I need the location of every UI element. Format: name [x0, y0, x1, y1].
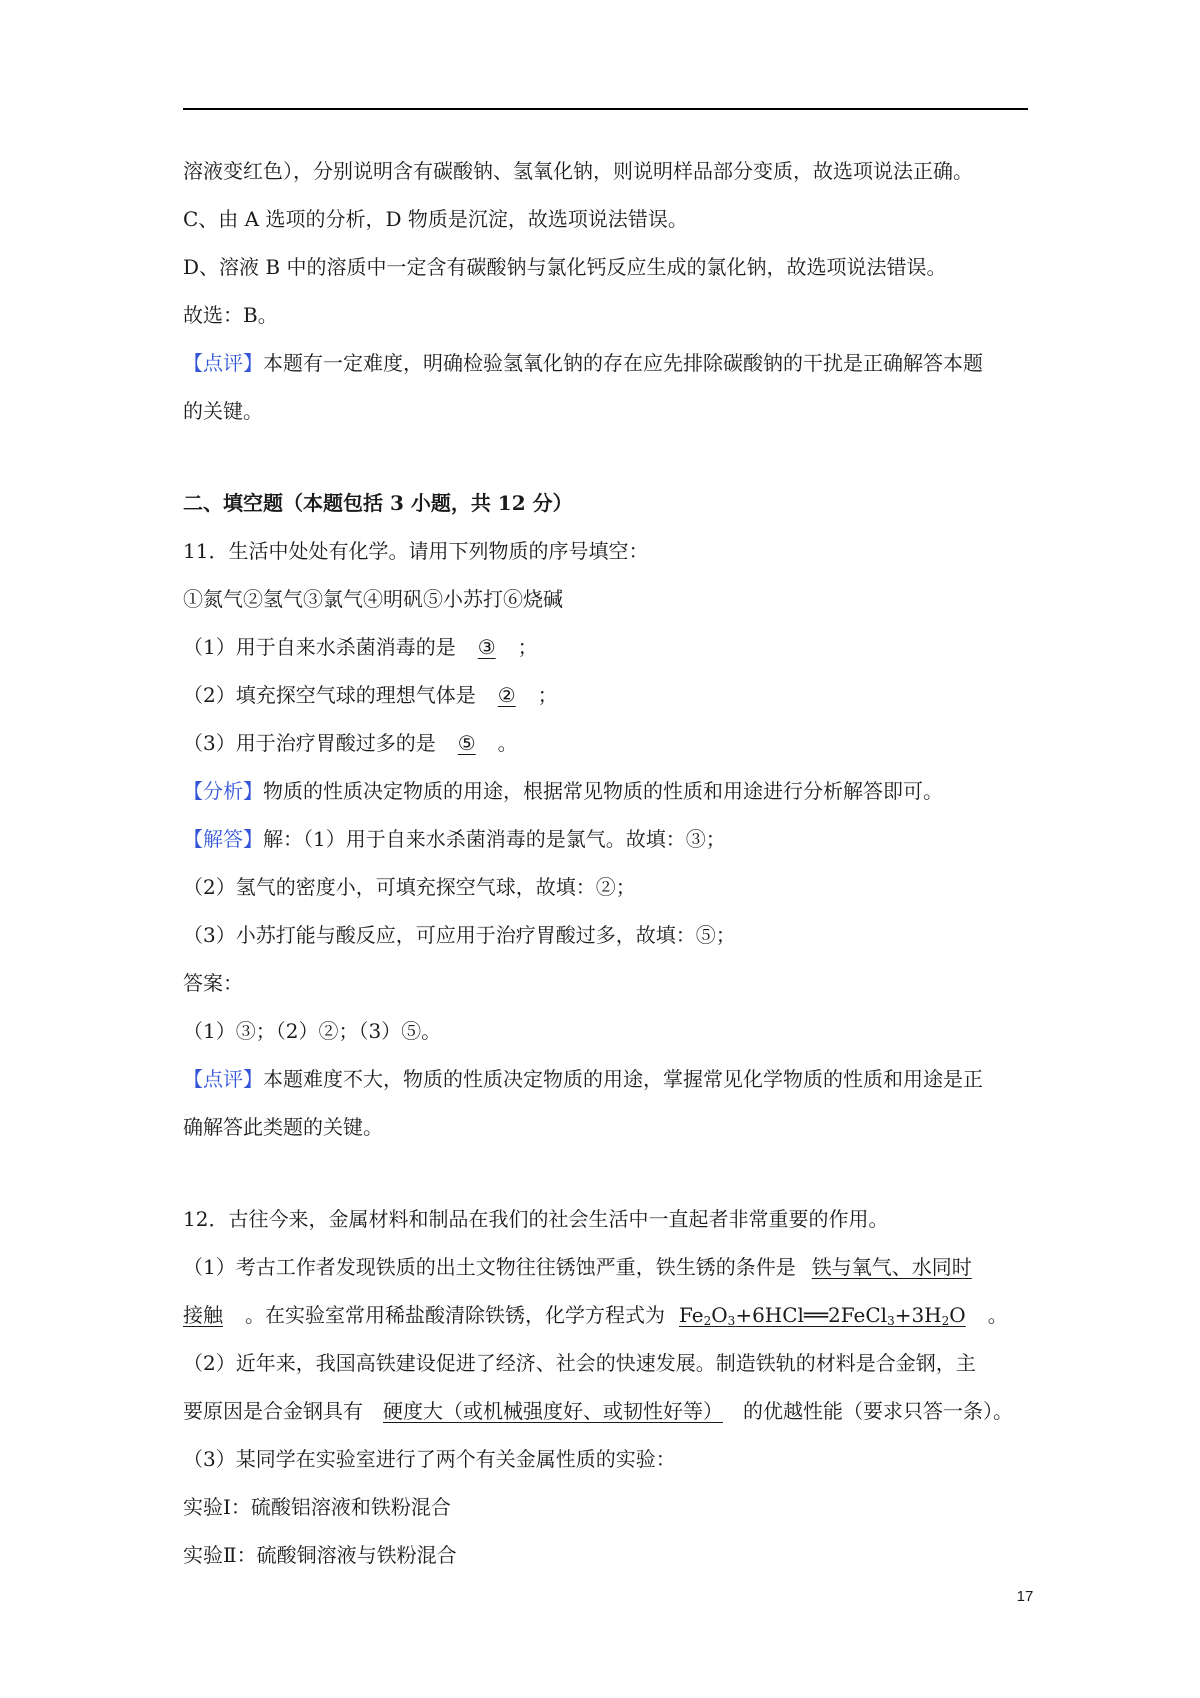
eq-fe: Fe	[679, 1303, 704, 1327]
page-number: 17	[1016, 1588, 1034, 1605]
q11-part-3	[183, 719, 1028, 767]
q12-part-1-cont	[183, 1291, 1028, 1339]
q11-stem: 11．生活中处处有化学。请用下列物质的序号填空：	[183, 539, 649, 563]
solution-tag: 【解答】	[183, 827, 263, 851]
q12-experiment-2: 实验Ⅱ：硫酸铜溶液与铁粉混合	[183, 1543, 457, 1567]
q11-options: ①氮气②氢气③氯气④明矾⑤小苏打⑥烧碱	[183, 587, 563, 611]
q12-part-2-cont	[183, 1387, 1028, 1435]
q12-experiment-1: 实验Ⅰ：硫酸铝溶液和铁粉混合	[183, 1495, 451, 1519]
q12-part-1	[183, 1243, 1028, 1291]
q11-answer-summary: （1）③；（2）②；（3）⑤。	[183, 1019, 442, 1043]
punctuation: 。	[987, 1303, 1008, 1327]
q11-part-2	[183, 671, 1028, 719]
eq-sub: 3	[887, 1314, 895, 1328]
q12-answer-1b	[183, 1303, 245, 1327]
q11-answer-1	[456, 635, 518, 659]
punctuation: ；	[537, 683, 558, 707]
eq-h: +3H	[894, 1303, 942, 1327]
q12-stem: 12．古往今来，金属材料和制品在我们的社会生活中一直起者非常重要的作用。	[183, 1207, 889, 1231]
q11-solution-2: （2）氢气的密度小，可填充探空气球，故填：②；	[183, 875, 636, 899]
q11-review-cont: 确解答此类题的关键。	[183, 1115, 383, 1139]
q12-part-1-mid: 。在实验室常用稀盐酸清除铁锈，化学方程式为	[245, 1303, 665, 1327]
header-rule	[183, 108, 1028, 110]
q11-review	[183, 1055, 1028, 1103]
punctuation: ；	[517, 635, 538, 659]
q11-analysis	[183, 767, 1028, 815]
q12-answer-2	[363, 1399, 743, 1423]
q11-solution	[183, 815, 1028, 863]
punctuation: 。	[497, 731, 518, 755]
review-text: 本题难度不大，物质的性质决定物质的用途，掌握常见化学物质的性质和用途是正	[263, 1067, 983, 1091]
q12-equation	[665, 1303, 988, 1327]
eq-sub: 2	[703, 1314, 712, 1328]
review-text: 本题有一定难度，明确检验氢氧化钠的存在应先排除碳酸钠的干扰是正确解答本题	[263, 351, 983, 375]
q11-solution-3: （3）小苏打能与酸反应，可应用于治疗胃酸过多，故填：⑤；	[183, 923, 736, 947]
eq-o: O	[949, 1303, 966, 1327]
eq-hcl: +6HCl══2FeCl	[735, 1303, 888, 1327]
q12-part-3: （3）某同学在实验室进行了两个有关金属性质的实验：	[183, 1447, 676, 1471]
analysis-tag: 【分析】	[183, 779, 263, 803]
answer-text: 铁与氧气、水同时	[811, 1255, 972, 1279]
q10-option-c: C、由 A 选项的分析，D 物质是沉淀，故选项说法错误。	[183, 207, 688, 231]
answer-text: ③	[477, 635, 496, 659]
eq-sub: 3	[727, 1314, 736, 1328]
q12-answer-1a	[796, 1255, 972, 1279]
q11-answer-label: 答案：	[183, 971, 243, 995]
q10-choice: 故选：B。	[183, 303, 278, 327]
answer-text: 接触	[183, 1303, 223, 1327]
answer-text: ⑤	[457, 731, 476, 755]
q12-part-2-prefix: 要原因是合金钢具有	[183, 1399, 363, 1423]
analysis-text: 物质的性质决定物质的用途，根据常见物质的性质和用途进行分析解答即可。	[263, 779, 943, 803]
q10-review-cont: 的关键。	[183, 399, 263, 423]
eq-o: O	[711, 1303, 728, 1327]
solution-text: 解：（1）用于自来水杀菌消毒的是氯气。故填：③；	[263, 827, 726, 851]
q12-part-1-prefix: （1）考古工作者发现铁质的出土文物往往锈蚀严重，铁生锈的条件是	[183, 1255, 796, 1279]
q12-part-2-suffix: 的优越性能（要求只答一条）。	[743, 1399, 1013, 1423]
section-heading: 二、填空题（本题包括 3 小题，共 12 分）	[183, 491, 573, 515]
answer-text: ②	[497, 683, 516, 707]
q10-line-1: 溶液变红色），分别说明含有碳酸钠、氢氧化钠，则说明样品部分变质，故选项说法正确。	[183, 159, 973, 183]
q11-part-2-prefix: （2）填充探空气球的理想气体是	[183, 683, 476, 707]
review-tag: 【点评】	[183, 351, 263, 375]
eq-sub: 2	[941, 1314, 950, 1328]
answer-text: 硬度大（或机械强度好、或韧性好等）	[383, 1399, 723, 1423]
q10-review	[183, 339, 1028, 387]
q11-answer-2	[476, 683, 538, 707]
page-content	[183, 147, 1028, 1579]
q10-option-d: D、溶液 B 中的溶质中一定含有碳酸钠与氯化钙反应生成的氯化钠，故选项说法错误。	[183, 255, 947, 279]
q11-part-1	[183, 623, 1028, 671]
q11-part-1-prefix: （1）用于自来水杀菌消毒的是	[183, 635, 456, 659]
q11-part-3-prefix: （3）用于治疗胃酸过多的是	[183, 731, 436, 755]
q12-part-2: （2）近年来，我国高铁建设促进了经济、社会的快速发展。制造铁轨的材料是合金钢，主	[183, 1351, 976, 1375]
q11-answer-3	[436, 731, 498, 755]
review-tag: 【点评】	[183, 1067, 263, 1091]
